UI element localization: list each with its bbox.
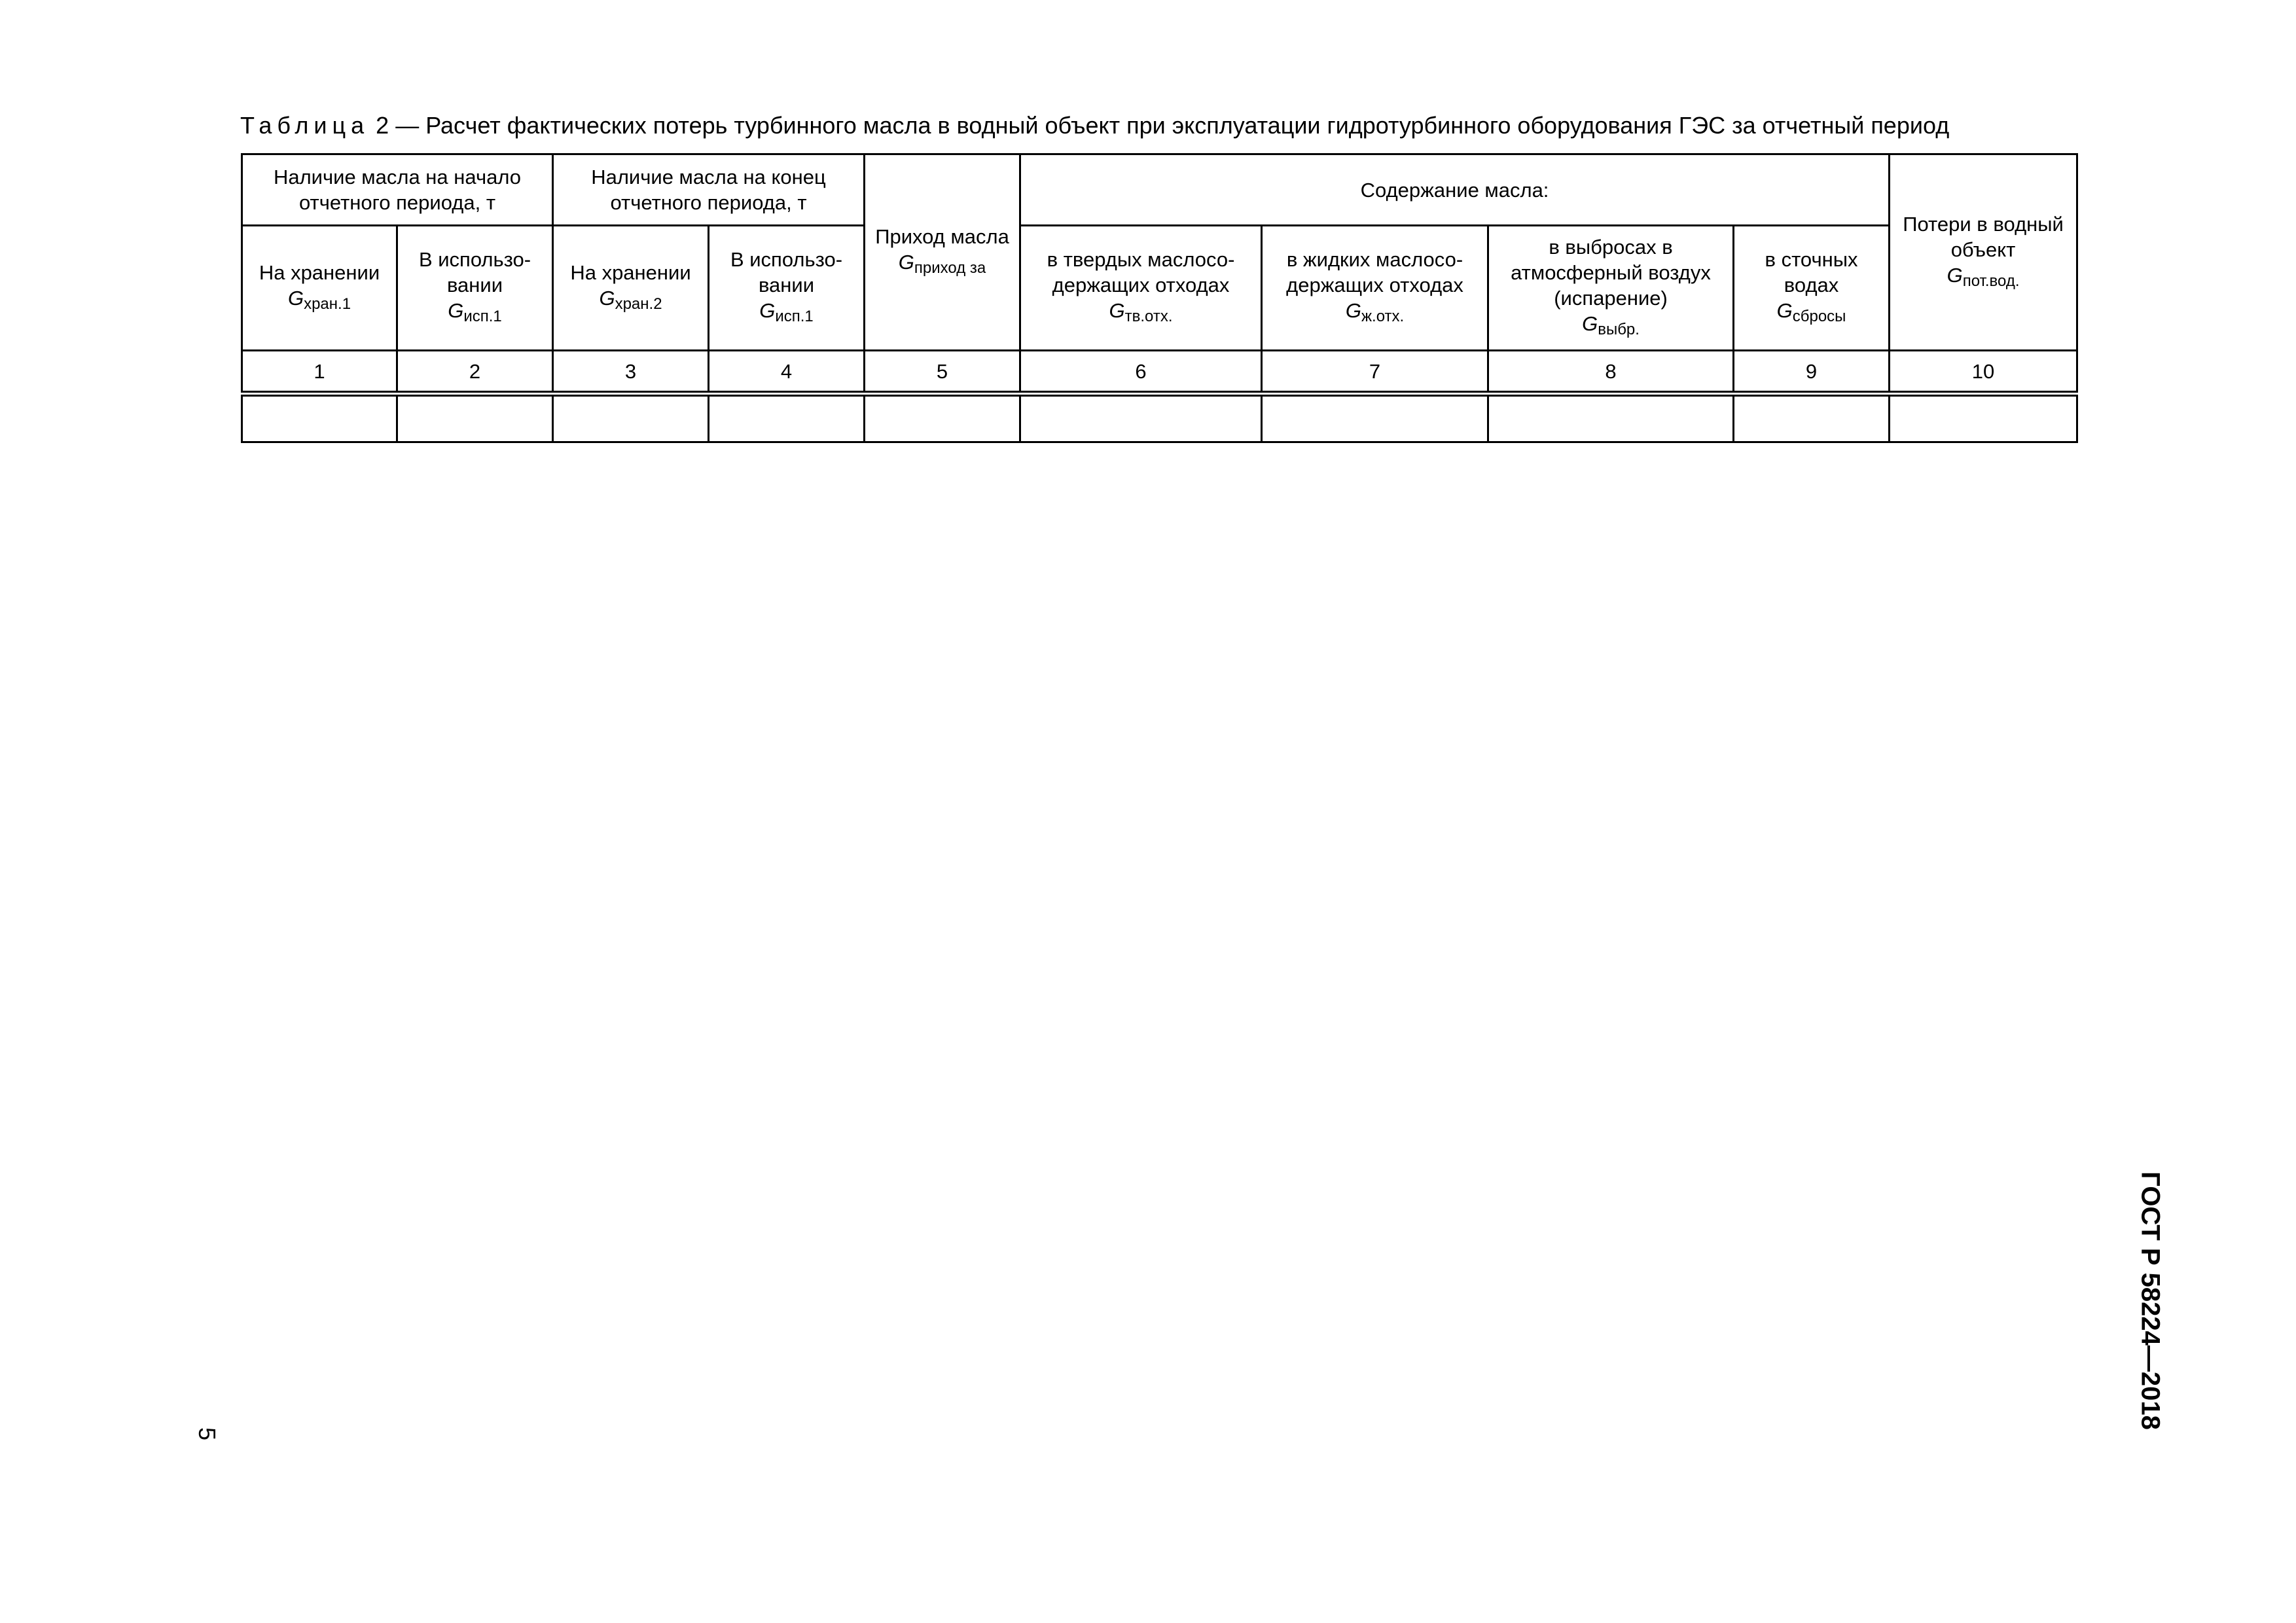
- column-number: 4: [709, 351, 865, 394]
- table-cell: [553, 394, 709, 442]
- header-col-10: [1890, 154, 2077, 351]
- header-row-columns: [242, 226, 2077, 351]
- column-number: 2: [397, 351, 553, 394]
- col1-symbol: $G_{хран.1}$: [287, 286, 351, 313]
- col8-symbol: $G_{выбр.}$: [1582, 312, 1640, 338]
- header-col-4: [709, 226, 865, 351]
- header-end-period: Наличие масла на конец отчетного периода, т: [553, 154, 865, 226]
- column-number: 5: [865, 351, 1020, 394]
- col10-text: Потери в водный объект: [1903, 212, 2064, 261]
- col9-text: в сточных водах: [1765, 248, 1858, 296]
- col7-symbol: $G_{ж.отх.}$: [1345, 299, 1405, 325]
- caption-text: — Расчет фактических потерь турбинного масла в водный объект при эксплуатации гидротурбинного оборудования ГЭС за отчетный период: [395, 112, 1950, 139]
- caption-label: Таблица: [240, 112, 370, 139]
- table-cell: [242, 394, 397, 442]
- table-cell: [1020, 394, 1262, 442]
- col2-text: В использо- вании: [418, 248, 531, 296]
- col4-symbol: $G_{исп.1}$: [759, 299, 814, 325]
- header-oil-content: Содержание масла:: [1020, 154, 1890, 226]
- table-cell: [397, 394, 553, 442]
- page-number: 5: [194, 1427, 221, 1441]
- column-number: 7: [1262, 351, 1488, 394]
- col4-text: В использо- вании: [730, 248, 843, 296]
- column-number: 6: [1020, 351, 1262, 394]
- col3-text: На хранении: [570, 260, 691, 284]
- col2-symbol: $G_{исп.1}$: [448, 299, 502, 325]
- header-start-period: Наличие масла на начало отчетного периода, т: [242, 154, 553, 226]
- header-col-2: [397, 226, 553, 351]
- table-row: [242, 394, 2077, 442]
- col6-symbol: $G_{тв.отх.}$: [1109, 299, 1173, 325]
- col3-symbol: $G_{хран.2}$: [599, 286, 662, 313]
- header-col-7: [1262, 226, 1488, 351]
- table-cell: [1734, 394, 1890, 442]
- header-col-1: [242, 226, 397, 351]
- col6-text: в твердых маслосо- держащих отходах: [1047, 248, 1235, 296]
- table-caption: [240, 110, 2073, 141]
- col5-text: Приход масла: [875, 225, 1009, 248]
- table-cell: [865, 394, 1020, 442]
- table-cell: [1262, 394, 1488, 442]
- col10-symbol: $G_{пот.вод.}$: [1946, 263, 2020, 290]
- standard-title: ГОСТ Р 58224—2018: [2136, 1171, 2165, 1430]
- header-col-6: [1020, 226, 1262, 351]
- col5-symbol: $G_{приход за}$: [898, 251, 986, 277]
- col9-symbol: $G_{сбросы}$: [1776, 299, 1846, 325]
- col1-text: На хранении: [259, 260, 380, 284]
- col8-text: в выбросах в атмосферный воздух (испарение): [1511, 235, 1711, 310]
- table-cell: [709, 394, 865, 442]
- table-cell: [1890, 394, 2077, 442]
- column-number: 10: [1890, 351, 2077, 394]
- header-col-9: [1734, 226, 1890, 351]
- column-number: 8: [1488, 351, 1734, 394]
- oil-loss-table: [241, 153, 2078, 443]
- column-number: 3: [553, 351, 709, 394]
- header-col-8: [1488, 226, 1734, 351]
- header-col-5: [865, 154, 1020, 351]
- header-col-3: [553, 226, 709, 351]
- column-numbers-row: [242, 351, 2077, 394]
- caption-number: 2: [376, 112, 389, 139]
- header-row-groups: [242, 154, 2077, 226]
- column-number: 1: [242, 351, 397, 394]
- column-number: 9: [1734, 351, 1890, 394]
- table-cell: [1488, 394, 1734, 442]
- col7-text: в жидких маслосо- держащих отходах: [1286, 248, 1463, 296]
